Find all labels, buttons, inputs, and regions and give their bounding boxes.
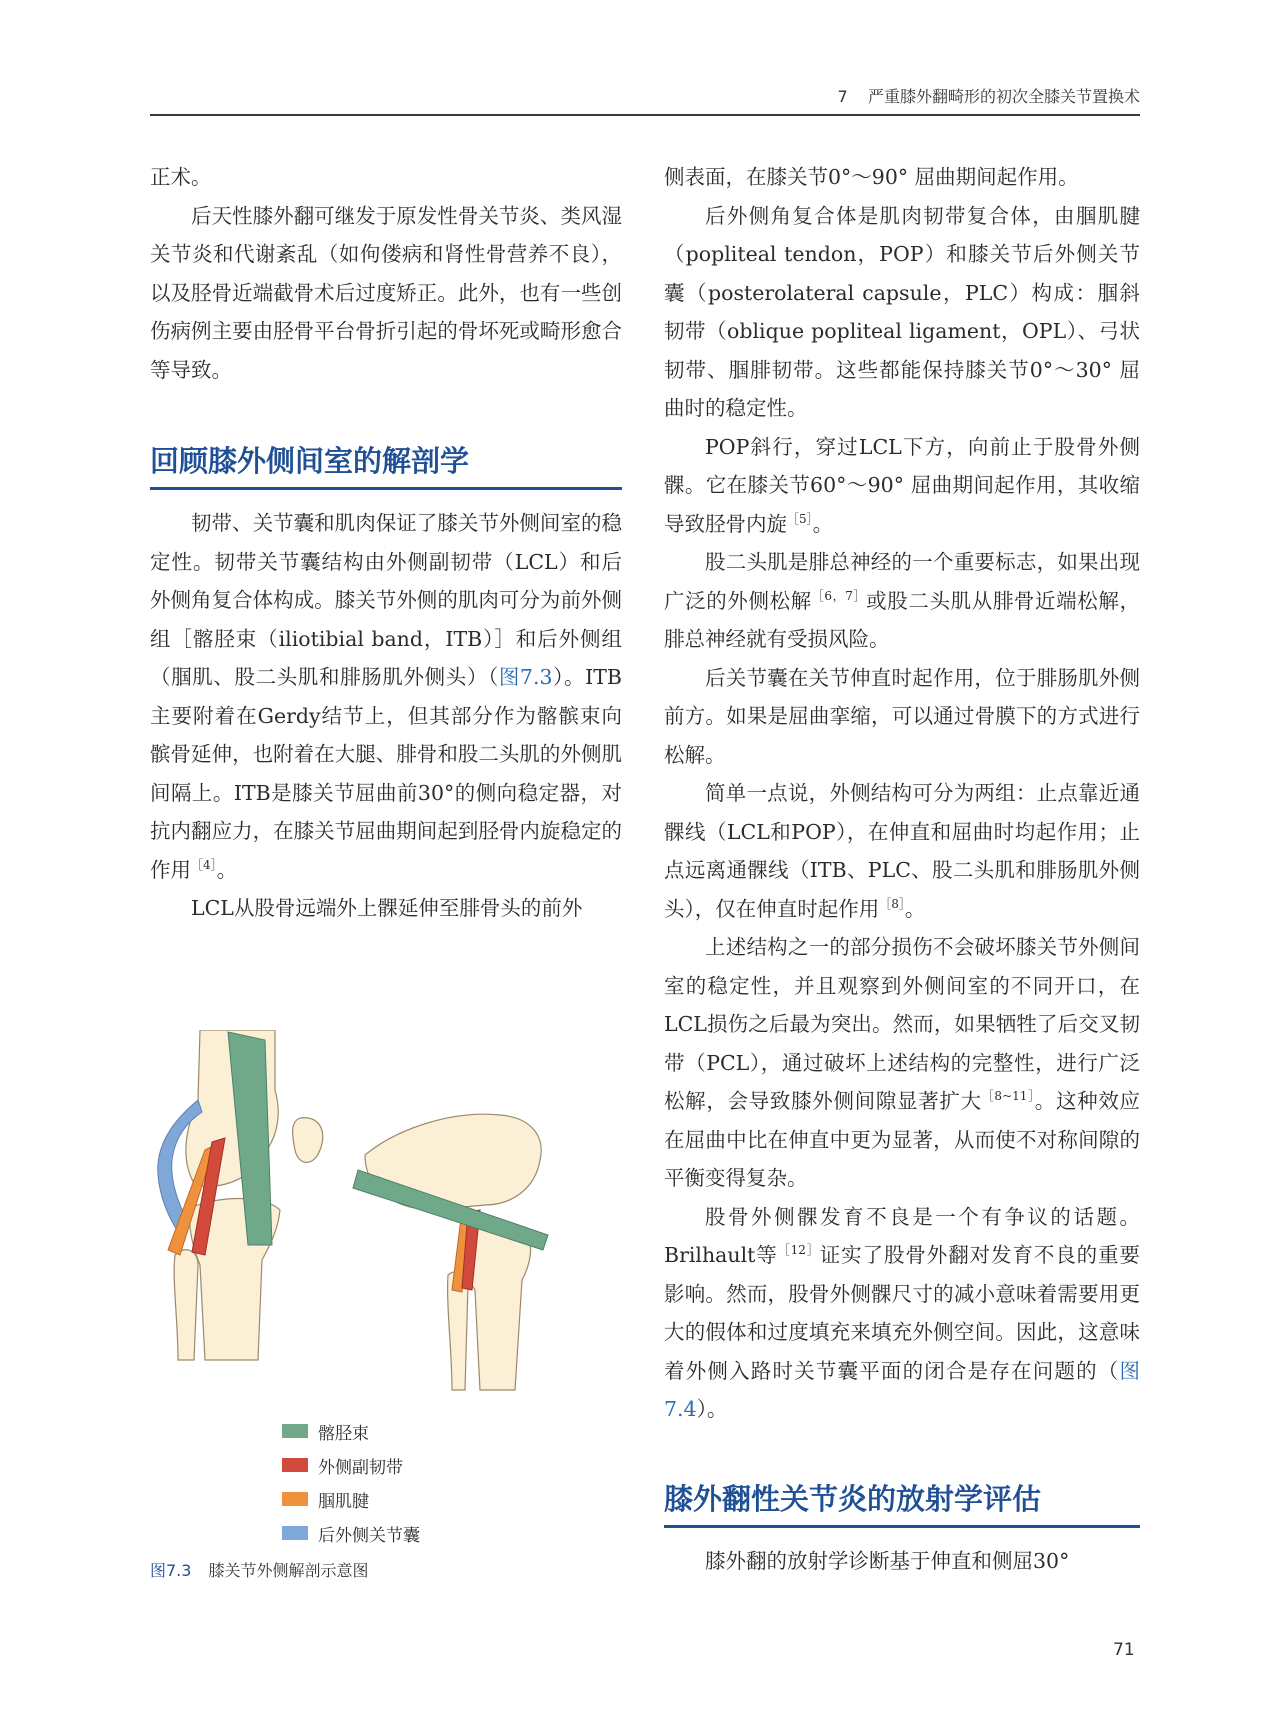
citation[interactable]: ［8］ (879, 896, 905, 911)
legend-label: 外侧副韧带 (318, 1457, 403, 1478)
paragraph: 后关节囊在关节伸直时起作用，位于腓肠肌外侧前方。如果是屈曲挛缩，可以通过骨膜下的方式进行松解。 (664, 665, 1140, 767)
citation[interactable]: ［6，7］ (811, 588, 867, 603)
paragraph: 后天性膝外翻可继发于原发性骨关节炎、类风湿关节炎和代谢紊乱（如佝偻病和肾性骨营养不良），以及胫骨近端截骨术后过度矫正。此外，也有一些创伤病例主要由胫骨平台骨折引起的骨坏死或畸形愈合等导致。 (150, 203, 622, 382)
caption-number: 图7.3 (150, 1561, 192, 1580)
chapter-title: 严重膝外翻畸形的初次全膝关节置换术 (867, 87, 1140, 106)
citation[interactable]: ［4］ (191, 857, 217, 872)
figure-caption (150, 1558, 369, 1581)
chapter-number: 7 (837, 87, 848, 106)
knee-flexed-view (353, 1114, 548, 1390)
legend-swatch (282, 1458, 308, 1472)
legend-label: 髂胫束 (318, 1423, 369, 1444)
citation[interactable]: ［8~11］ (981, 1089, 1035, 1104)
section-heading: 膝外翻性关节炎的放射学评估 (664, 1479, 1140, 1528)
running-header (150, 80, 1140, 116)
legend-item-itb (282, 1414, 420, 1448)
header-text (837, 84, 1140, 107)
citation[interactable]: ［5］ (787, 511, 813, 526)
legend-swatch (282, 1526, 308, 1540)
paragraph: 上述结构之一的部分损伤不会破坏膝关节外侧间室的稳定性，并且观察到外侧间室的不同开口，在LCL损伤之后最为突出。然而，如果牺牲了后交叉韧带（PCL），通过破坏上述结构的完整性，进行广泛松解，会导致膝外侧间隙显著扩大$^{[8\sim 11]}$。这种效应在屈曲中比在伸直中更为显著，从而使不对称间隙的平衡变得复杂。 (664, 935, 1140, 1190)
legend-item-plc (282, 1516, 420, 1550)
paragraph: 正术。 (150, 165, 212, 189)
paragraph: 股二头肌是腓总神经的一个重要标志，如果出现广泛的外侧松解$^{[6,7]}$或股二头肌从腓骨近端松解，腓总神经就有受损风险。 (664, 550, 1140, 651)
legend-label: 腘肌腱 (318, 1491, 369, 1512)
figure-link[interactable]: 图7.4 (664, 1358, 1140, 1421)
legend-item-lcl (282, 1448, 420, 1482)
paragraph: LCL从股骨远端外上髁延伸至腓骨头的前外 (191, 896, 583, 920)
paragraph: POP斜行，穿过LCL下方，向前止于股骨外侧髁。它在膝关节60°～90° 屈曲期间起作用，其收缩导致胫骨内旋$^{[5]}$。 (664, 434, 1140, 536)
right-column (664, 158, 1140, 1580)
paragraph: 膝外翻的放射学诊断基于伸直和侧屈30° (705, 1548, 1070, 1573)
legend-label: 后外侧关节囊 (318, 1525, 420, 1546)
legend-swatch (282, 1424, 308, 1438)
legend-item-pop (282, 1482, 420, 1516)
legend-swatch (282, 1492, 308, 1506)
paragraph: 韧带、关节囊和肌肉保证了膝关节外侧间室的稳定性。韧带关节囊结构由外侧副韧带（LCL）和后外侧角复合体构成。膝关节外侧的肌肉可分为前外侧组［髂胫束（iliotibial band，ITB）］和后外侧组（腘肌、股二头肌和腓肠肌外侧头）（图7.3）。ITB主要附着在Gerdy结节上，但其部分作为髂髌束向髌骨延伸，也附着在大腿、腓骨和股二头肌的外侧肌间隔上。ITB是膝关节屈曲前30°的侧向稳定器，对抗内翻应力，在膝关节屈曲期间起到胫骨内旋稳定的作用$^{[4]}$。 (150, 511, 622, 882)
fibula-shape (174, 1250, 198, 1360)
patella-shape (293, 1118, 323, 1163)
paragraph: 后外侧角复合体是肌肉韧带复合体，由腘肌腱（popliteal tendon，POP）和膝关节后外侧关节囊（posterolateral capsule，PLC）构成：腘斜韧带（oblique popliteal ligament，OPL）、弓状韧带、腘腓韧带。这些都能保持膝关节0°～30° 屈曲时的稳定性。 (664, 203, 1140, 420)
paragraph: 侧表面，在膝关节0°～90° 屈曲期间起作用。 (664, 165, 1079, 189)
caption-text: 膝关节外侧解剖示意图 (208, 1561, 369, 1580)
citation[interactable]: ［12］ (777, 1243, 820, 1258)
knee-lateral-view (158, 1030, 323, 1360)
figure-legend (282, 1414, 420, 1550)
knee-anatomy-figure (150, 1030, 620, 1430)
page-number: 71 (1113, 1640, 1135, 1660)
paragraph: 股骨外侧髁发育不良是一个有争议的话题。Brilhault等$^{[12]}$证实了股骨外翻对发育不良的重要影响。然而，股骨外侧髁尺寸的减小意味着需要用更大的假体和过度填充来填充外侧空间。因此，这意味着外侧入路时关节囊平面的闭合是存在问题的（图7.4）。 (664, 1204, 1141, 1421)
paragraph: 简单一点说，外侧结构可分为两组：止点靠近通髁线（LCL和POP），在伸直和屈曲时均起作用；止点远离通髁线（ITB、PLC、股二头肌和腓肠肌外侧头），仅在伸直时起作用$^{[8]}$。 (664, 781, 1140, 921)
left-column (150, 158, 622, 928)
section-heading: 回顾膝外侧间室的解剖学 (150, 441, 622, 490)
figure-link[interactable]: 图7.3 (498, 665, 553, 689)
